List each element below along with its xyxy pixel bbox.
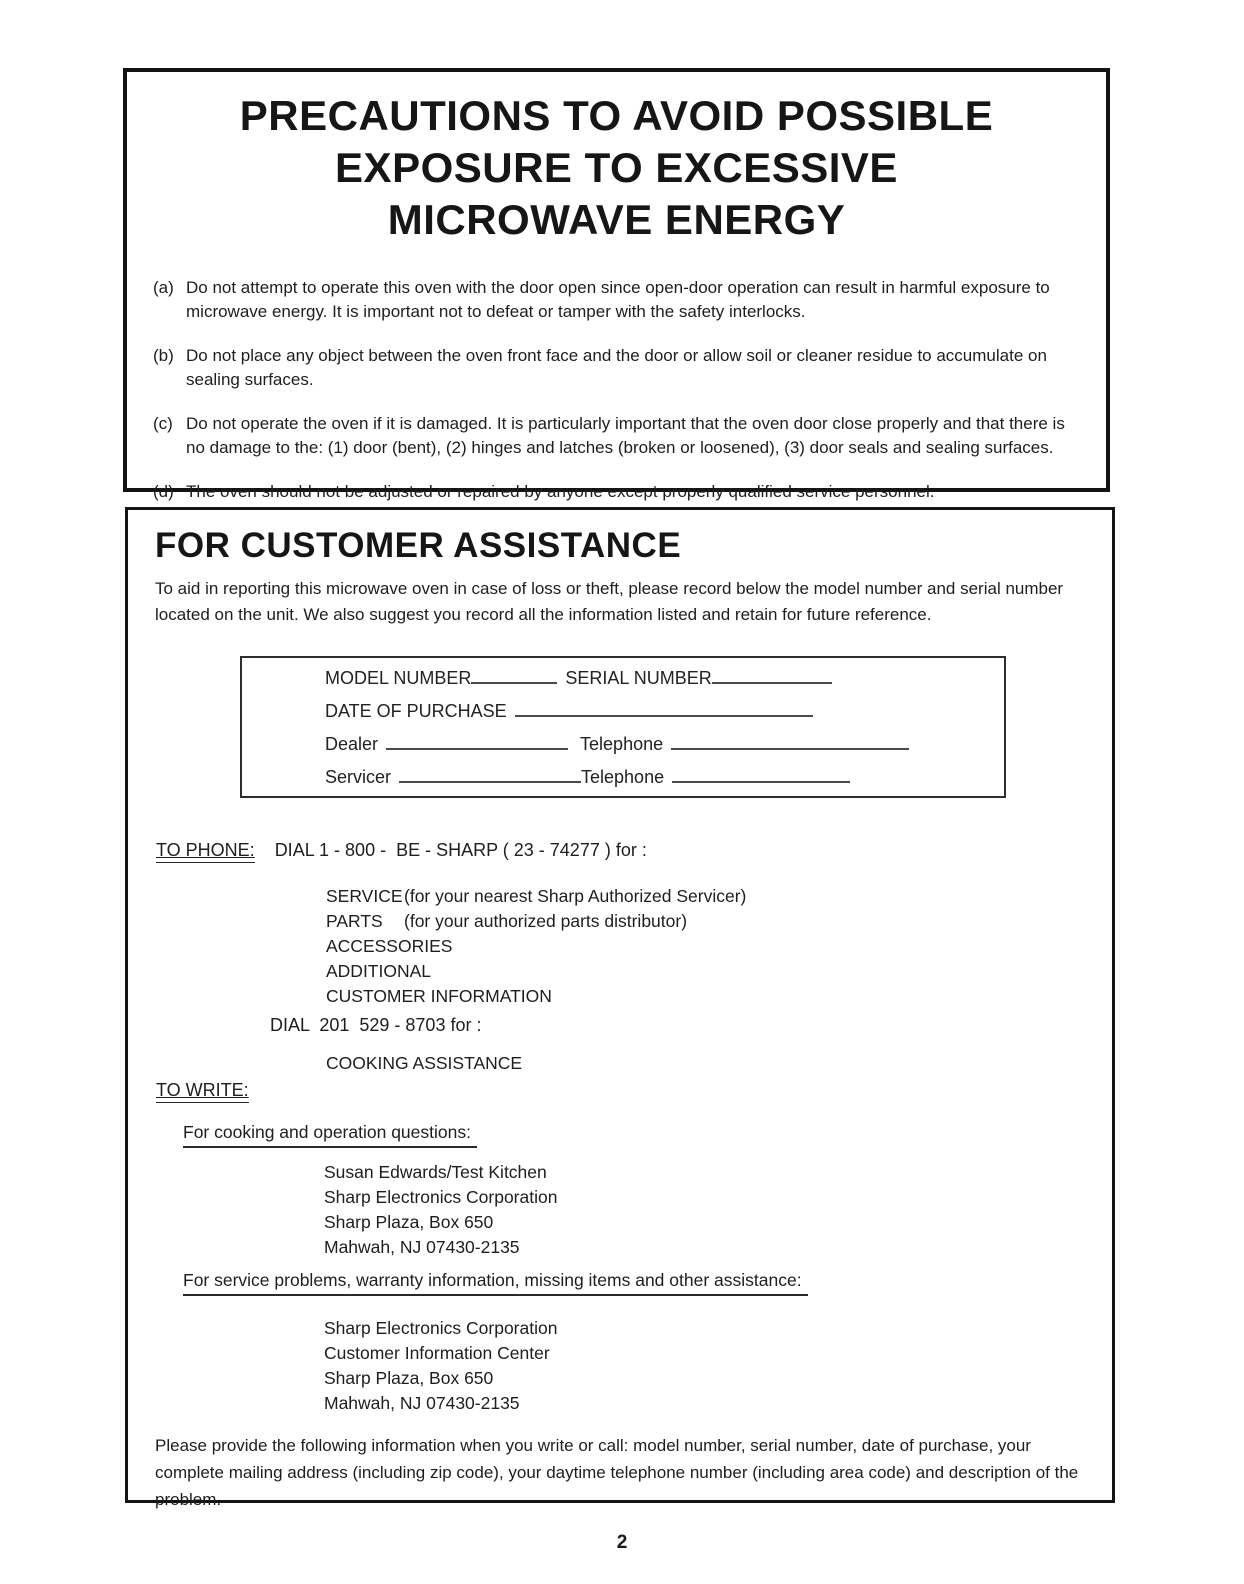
servicer-telephone-label: Telephone: [581, 767, 665, 787]
address-line: Mahwah, NJ 07430-2135: [324, 1393, 520, 1413]
phone-item-note: (for your authorized parts distributor): [404, 911, 688, 931]
precaution-item-c: [153, 412, 1078, 460]
service-problems-heading: For service problems, warranty information, missing items and other assistance:: [183, 1270, 808, 1296]
dealer-telephone-label: Telephone: [580, 734, 664, 754]
dealer-blank: [386, 733, 568, 750]
serial-number-blank: [712, 667, 832, 684]
record-form-box: [240, 656, 1006, 798]
address-line: Sharp Plaza, Box 650: [324, 1368, 494, 1388]
form-row-servicer: [325, 766, 1004, 789]
phone-item-additional: [326, 959, 746, 984]
phone-item-name: CUSTOMER INFORMATION: [326, 986, 552, 1006]
cooking-address-block: [324, 1160, 557, 1260]
precautions-box: [123, 68, 1110, 501]
form-row-dealer: [325, 733, 1004, 756]
precaution-item-label: (b): [153, 346, 174, 365]
phone-item-name: PARTS: [326, 911, 383, 931]
model-number-blank: [471, 667, 557, 684]
service-address-block: [324, 1316, 557, 1416]
precaution-item-a: [153, 276, 1078, 324]
precaution-item-label: (a): [153, 278, 174, 297]
precaution-item-b: [153, 344, 1078, 392]
to-phone-row: [156, 840, 647, 861]
dial-201-line: DIAL 201 529 - 8703 for :: [270, 1015, 482, 1035]
phone-item-accessories: [326, 934, 746, 959]
phone-item-name: SERVICE: [326, 886, 403, 906]
to-write-row: [156, 1080, 249, 1101]
customer-assistance-box: [125, 507, 1115, 1509]
dealer-telephone-blank: [671, 733, 909, 750]
phone-item-service: [326, 884, 746, 909]
address-line: Sharp Electronics Corporation: [324, 1187, 558, 1207]
page-number: 2: [616, 1532, 628, 1553]
precautions-title-line-2: EXPOSURE TO EXCESSIVE: [335, 144, 898, 191]
dealer-label: Dealer: [325, 734, 379, 754]
precaution-item-d: [153, 480, 1078, 504]
servicer-telephone-blank: [672, 766, 850, 783]
date-of-purchase-label: DATE OF PURCHASE: [325, 701, 507, 721]
address-line: Susan Edwards/Test Kitchen: [324, 1162, 547, 1182]
precaution-item-label: (d): [153, 482, 174, 501]
cooking-assistance-item: COOKING ASSISTANCE: [326, 1053, 523, 1073]
phone-item-customer-information: [326, 984, 746, 1009]
customer-assistance-title: FOR CUSTOMER ASSISTANCE: [155, 526, 682, 565]
customer-assistance-intro: To aid in reporting this microwave oven in case of loss or theft, please record below the model number and serial number located on the unit. We also suggest you record all the information listed and retain for future reference.: [155, 579, 1064, 624]
phone-item-note: (for your nearest Sharp Authorized Servicer): [404, 886, 747, 906]
precautions-title-line-3: MICROWAVE ENERGY: [387, 196, 846, 243]
cooking-questions-heading: For cooking and operation questions:: [183, 1122, 477, 1148]
precaution-items: [153, 276, 1078, 504]
servicer-blank: [399, 766, 581, 783]
phone-item-name: ACCESSORIES: [326, 936, 453, 956]
to-write-label: TO WRITE:: [156, 1080, 249, 1103]
precautions-title: [127, 90, 1106, 246]
precaution-item-text: Do not attempt to operate this oven with the door open since open-door operation can result in harmful exposure to microwave energy. It is important not to defeat or tamper with the safety interlocks.: [186, 278, 1050, 321]
dial-800-line: DIAL 1 - 800 - BE - SHARP ( 23 - 74277 ) for :: [274, 840, 647, 860]
model-number-label: MODEL NUMBER: [325, 668, 472, 688]
to-phone-label: TO PHONE:: [156, 840, 255, 863]
precaution-item-text: The oven should not be adjusted or repaired by anyone except properly qualified service personnel.: [186, 482, 935, 501]
phone-reasons-list: [326, 884, 746, 1009]
precaution-item-text: Do not operate the oven if it is damaged. It is particularly important that the oven door close properly and that there is no damage to the: (1) door (bent), (2) hinges and latches (broken or loosened), (3) door seals and sealing surfaces.: [186, 414, 1065, 457]
address-line: Customer Information Center: [324, 1343, 550, 1363]
serial-number-label: SERIAL NUMBER: [565, 668, 712, 688]
date-of-purchase-blank: [515, 700, 813, 717]
address-line: Mahwah, NJ 07430-2135: [324, 1237, 520, 1257]
footer-note: Please provide the following information when you write or call: model number, serial number, date of purchase, your complete mailing address (including zip code), your daytime telephone number (including area code) and description of the problem.: [155, 1436, 1079, 1509]
phone-item-name: ADDITIONAL: [326, 961, 432, 981]
precautions-title-line-1: PRECAUTIONS TO AVOID POSSIBLE: [239, 92, 994, 139]
form-row-date: [325, 700, 1004, 723]
address-line: Sharp Plaza, Box 650: [324, 1212, 494, 1232]
precaution-item-text: Do not place any object between the oven front face and the door or allow soil or cleaner residue to accumulate on sealing surfaces.: [186, 346, 1047, 389]
phone-item-parts: [326, 909, 746, 934]
address-line: Sharp Electronics Corporation: [324, 1318, 558, 1338]
form-row-model-serial: [325, 667, 1004, 690]
servicer-label: Servicer: [325, 767, 392, 787]
precaution-item-label: (c): [153, 414, 173, 433]
